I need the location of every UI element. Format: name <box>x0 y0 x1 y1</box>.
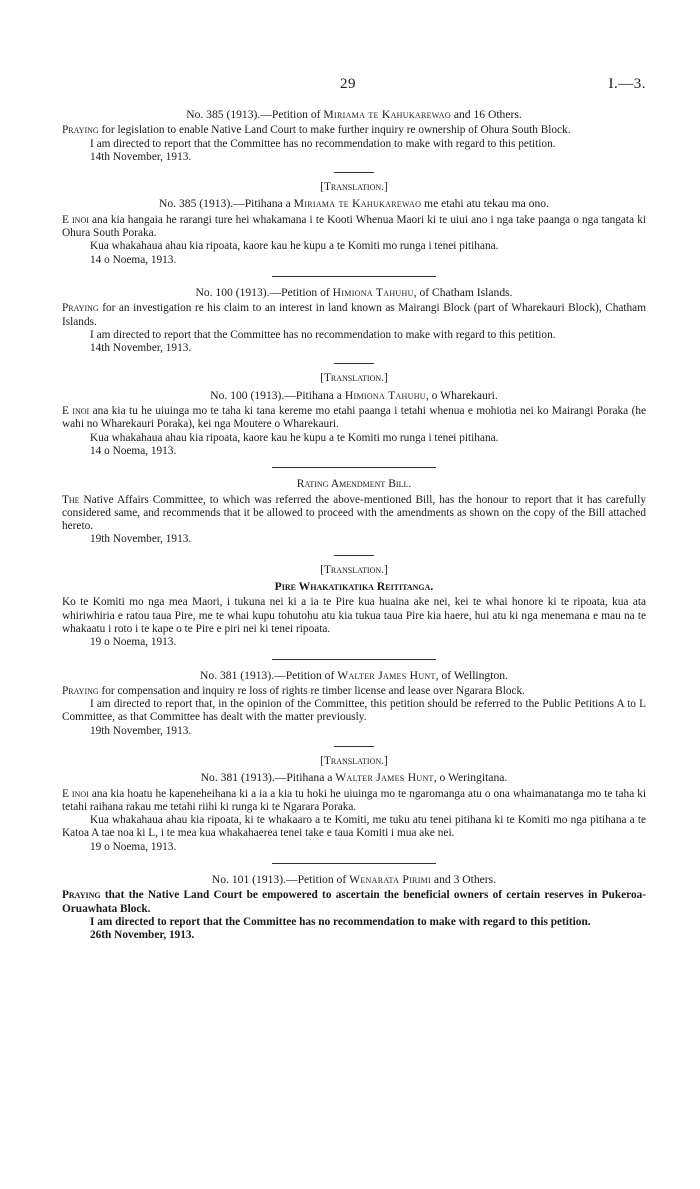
committee-report: I am directed to report that the Committee has no recommendation to make with regard to this petition. <box>90 328 556 341</box>
bill-heading: Rating Amendment Bill. <box>296 477 412 491</box>
rating-amendment-bill <box>62 477 646 546</box>
report-date: 14th November, 1913. <box>90 150 192 163</box>
petition-prayer <box>62 214 646 241</box>
petition-heading <box>62 389 646 402</box>
lead-word: The <box>62 493 80 506</box>
paper-reference: I.—3. <box>608 76 646 92</box>
petition-prayer <box>62 405 646 432</box>
translation-label: [Translation.] <box>320 372 388 385</box>
report-date: 19 o Noema, 1913. <box>90 636 177 649</box>
prayer-text: for compensation and inquiry re loss of rights re timber license and lease over Ngarara Block. <box>98 684 525 697</box>
translation-381 <box>62 755 646 854</box>
short-rule <box>334 363 374 364</box>
heading-suffix: and 16 Others. <box>450 108 522 121</box>
lead-word: Praying <box>62 684 99 697</box>
heading-suffix: , of Chatham Islands. <box>413 285 513 299</box>
report-date: 19th November, 1913. <box>90 533 192 546</box>
heading-suffix: me etahi atu tekau ma ono. <box>421 197 549 211</box>
petition-100 <box>62 286 646 355</box>
heading-suffix: , o Weringitana. <box>433 771 508 785</box>
lead-word: E inoi <box>62 787 89 800</box>
lead-word: Praying <box>62 889 101 902</box>
report-date: 19 o Noema, 1913. <box>90 840 177 853</box>
prayer-text: for legislation to enable Native Land Court to make further inquiry re ownership of Ohura South Block. <box>98 124 571 137</box>
translation-385 <box>62 181 646 267</box>
page-number: 29 <box>340 76 356 92</box>
bill-heading: Pire Whakatikatika Reititanga. <box>274 580 434 594</box>
petitioner-name: Walter James Hunt <box>337 668 436 682</box>
prayer-text: ana kia hoatu he kapeneheihana ki a ia a kia tu hoki he uiuinga mo te ngaromanga atu o ona whaimanatanga mo te taha ki tetahi raihana rakau me tetahi riihi ki runga ki te Ngarara Poraka. <box>62 787 647 813</box>
document-body <box>62 108 646 943</box>
short-rule <box>334 172 374 173</box>
prayer-text: that the Native Land Court be empowered to ascertain the beneficial owners of certain reserves in Pukeroa-Oruawhata Block. <box>62 889 646 915</box>
petition-prayer <box>62 124 646 137</box>
committee-report: Kua whakahaua ahau kia ripoata, kaore kau he kupu a te Komiti mo runga i tenei pitihana. <box>90 240 499 253</box>
prayer-text: ana kia tu he uiuinga mo te taha ki tana kereme mo etahi paanga i tetahi whenua e mohiotia nei ko Mairangi Poraka (he wahi no Wharekauri Poraka), kei nga Moutere o Wharekauri. <box>62 405 647 431</box>
petition-heading <box>62 197 646 210</box>
petitioner-name: Miriama te Kahukarewao <box>293 197 422 211</box>
petitioner-name: Himiona Tahuhu <box>332 285 414 299</box>
committee-report: Kua whakahaua ahau kia ripoata, kaore kau he kupu a te Komiti mo runga i tenei pitihana. <box>90 431 499 444</box>
petitioner-name: Himiona Tahuhu <box>344 388 426 402</box>
heading-suffix: and 3 Others. <box>431 873 497 887</box>
report-date: 14 o Noema, 1913. <box>90 253 177 266</box>
long-rule <box>272 659 436 660</box>
heading-prefix: No. 385 (1913).—Pitihana a <box>159 197 294 211</box>
petition-prayer <box>62 788 646 815</box>
report-date: 14th November, 1913. <box>90 342 192 355</box>
long-rule <box>272 467 436 468</box>
prayer-text: ana kia hangaia he rarangi ture hei whakamana i te Kooti Whenua Maori ki te uiui ano i nga take paanga o nga tangata ki Ohura South Poraka. <box>62 213 646 240</box>
lead-word: E inoi <box>62 213 89 226</box>
report-text: Ko te Komiti mo nga mea Maori, i tukuna nei ki a ia te Pire kua huaina ake nei, kei te whai honore ki te ripoata, kua ata whiriwhiria e ratou taua Pire, me te whai kupu tohutohu atu kia tukua taua Pire kia haere, hui atu ki nga menemana e mau na te whakaatu i roto i te kape o te Pire e piri nei ki tenei ripoata. <box>62 596 646 635</box>
translation-100 <box>62 372 646 458</box>
heading-prefix: No. 100 (1913).—Petition of <box>195 285 333 299</box>
petition-prayer <box>62 685 646 698</box>
heading-suffix: , of Wellington. <box>435 668 508 682</box>
petition-385 <box>62 108 646 164</box>
long-rule <box>272 863 436 864</box>
committee-report: I am directed to report that the Committee has no recommendation to make with regard to this petition. <box>90 137 556 150</box>
report-text: Native Affairs Committee, to which was referred the above-mentioned Bill, has the honour to report that it has carefully considered same, and recommends that it be allowed to proceed with the amendments as shown on the copy of the Bill attached hereto. <box>62 493 646 533</box>
heading-prefix: No. 101 (1913).—Petition of <box>211 873 350 887</box>
petition-heading <box>62 108 646 121</box>
translation-rating-bill <box>62 564 646 650</box>
short-rule <box>334 555 374 556</box>
heading-prefix: No. 381 (1913).—Pitihana a <box>200 771 336 785</box>
report-date: 19th November, 1913. <box>90 724 192 737</box>
petition-heading <box>62 771 646 784</box>
short-rule <box>334 746 374 747</box>
page-header <box>0 76 700 94</box>
petition-prayer <box>62 889 646 916</box>
committee-report: I am directed to report that the Committee has no recommendation to make with regard to this petition. <box>90 915 591 928</box>
petitioner-name: Wenarata Pirimi <box>349 873 432 887</box>
petition-381 <box>62 669 646 738</box>
committee-report: Kua whakahaua ahau kia ripoata, ki te whakaaro a te Komiti, me tuku atu tenei pitihana ki te Komiti mo nga pitihana a te Katoa A tae noa ki L, i te mea kua whakahaerea tenei take e taua Komiti i mua ake nei. <box>62 814 646 840</box>
petition-prayer <box>62 302 646 329</box>
translation-label: [Translation.] <box>320 563 388 576</box>
long-rule <box>272 276 436 277</box>
petition-heading <box>62 669 646 682</box>
petition-heading <box>62 286 646 299</box>
heading-prefix: No. 381 (1913).—Petition of <box>200 668 338 682</box>
petitioner-name: Walter James Hunt <box>335 771 434 785</box>
prayer-text: for an investigation re his claim to an interest in land known as Mairangi Block (part of Wharekauri Block), Chatham Islands. <box>62 302 646 328</box>
committee-report: I am directed to report that, in the opinion of the Committee, this petition should be referred to the Public Petitions A to L Committee, as that Committee has dealt with the matter previously. <box>62 698 646 724</box>
lead-word: E inoi <box>62 405 90 418</box>
petitioner-name: Miriama te Kahukarewao <box>323 108 451 121</box>
lead-word: Praying <box>62 124 99 137</box>
translation-label: [Translation.] <box>320 754 388 767</box>
translation-label: [Translation.] <box>320 181 388 194</box>
heading-prefix: No. 385 (1913).—Petition of <box>186 108 324 121</box>
report-date: 14 o Noema, 1913. <box>90 444 177 457</box>
heading-prefix: No. 100 (1913).—Pitihana a <box>210 388 345 402</box>
heading-suffix: , o Wharekauri. <box>425 388 498 402</box>
report-date: 26th November, 1913. <box>90 929 195 942</box>
petition-heading <box>62 873 646 886</box>
lead-word: Praying <box>62 302 99 315</box>
committee-report <box>62 494 646 534</box>
petition-101 <box>62 873 646 942</box>
